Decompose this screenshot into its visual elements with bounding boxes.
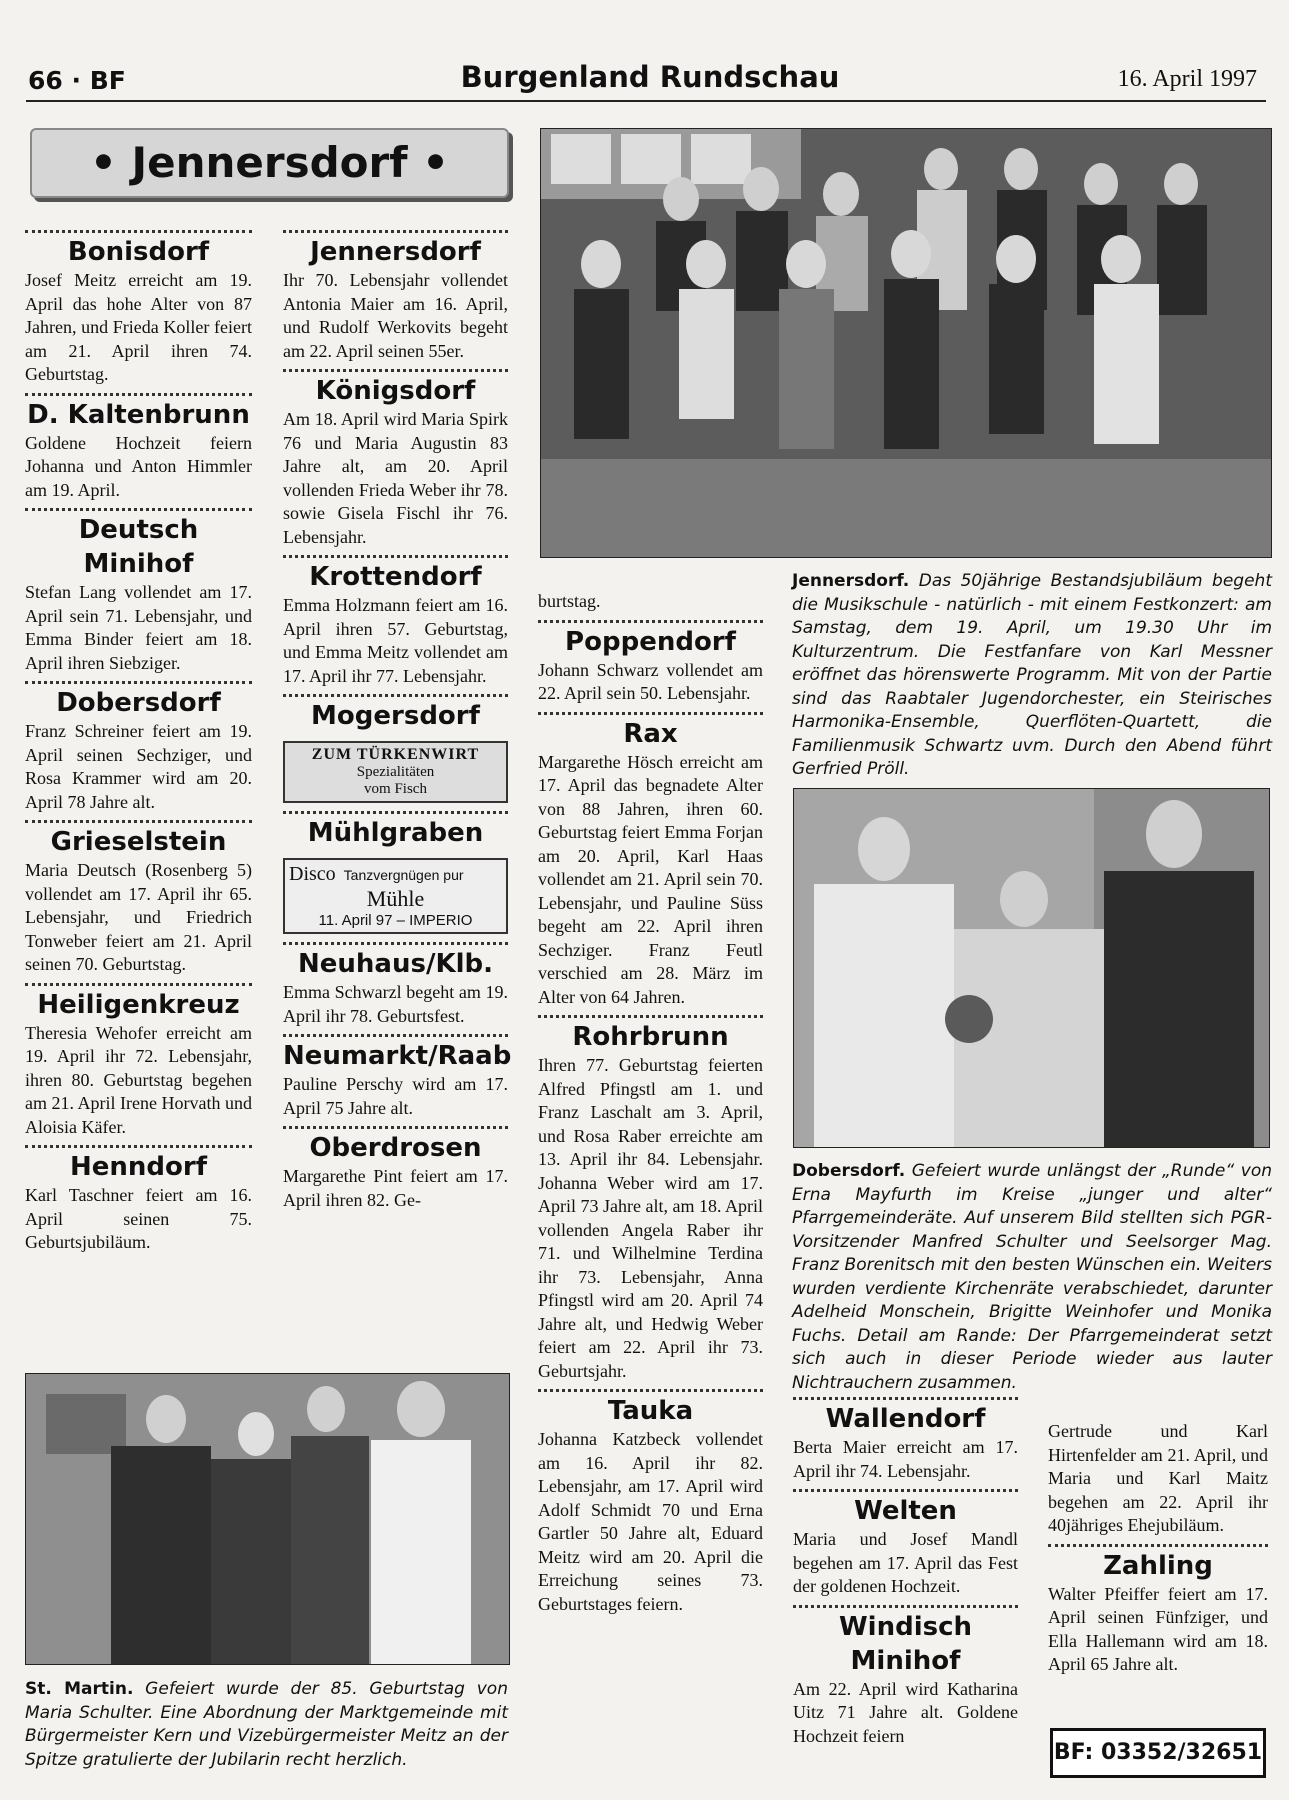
caption-jennersdorf [792,570,1272,782]
locality-heading: Königsdorf [315,376,476,406]
locality-notice: Maria Deutsch (Rosenberg 5) vollendet am 17. April ihr 65. Lebensjahr, und Friedrich Tonweber feiert am 21. April seinen 70. Geburtstag. [25,860,252,974]
locality-notice: Am 22. April wird Katharina Uitz 71 Jahre alt. Goldene Hochzeit feiern [793,1678,1018,1746]
locality-heading: Welten [854,1496,957,1526]
ad-tuerkenwirt-line1: ZUM TÜRKENWIRT [311,746,480,763]
caption-dobersdorf [792,1160,1272,1395]
locality-notice: Margarethe Hösch erreicht am 17. April das begnadete Alter von 88 Jahren, ihren 60. Geburtstag feiert Emma Forjan am 20. April, Karl Haas vollendet am 21. April sein 70. Lebensjahr, und Pauline Süss begeht am 22. April ihren Sechziger. Franz Feutl verschied am 28. März im Alter von 64 Jahren. [538,751,763,1007]
locality-notice: Maria und Josef Mandl begehen am 17. April das Fest der goldenen Hochzeit. [793,1529,1018,1596]
locality-notice: Theresia Wehofer erreicht am 19. April ihr 72. Lebensjahr, ihren 80. Geburtstag begehen am 21. April Irene Horvath und Aloisia Käfer. [25,1022,252,1137]
ad-tuerkenwirt [283,741,508,803]
issue-date: 16. April 1997 [1117,66,1257,92]
locality-heading: Rax [623,718,678,749]
dotted-divider [25,393,252,396]
dotted-divider [793,1605,1018,1608]
page-number: 66 · BF [28,66,126,95]
locality-notice: Stefan Lang vollendet am 17. April sein 71. Lebensjahr, und Emma Binder feiert am 18. April ihren Siebziger. [25,582,252,673]
contact-phone-box: BF: 03352/32651 [1050,1728,1266,1778]
dotted-divider [283,811,508,814]
locality-notice: Johanna Katzbeck vollendet am 16. April ihr 82. Lebensjahr, am 17. April wird Adolf Schmidt 70 und Erna Gartler 50 Jahre alt, Eduard Meitz wird am 20. April die Erreichung seines 73. Geburtstages feiern. [538,1429,763,1614]
column-3 [538,590,763,1622]
caption-jennersdorf-lead: Jennersdorf. [792,571,910,591]
dotted-divider [25,230,252,233]
dotted-divider [538,712,763,715]
caption-dobersdorf-lead: Dobersdorf. [792,1161,906,1181]
caption-st-martin [25,1678,508,1772]
locality-heading: Tauka [607,1396,694,1426]
ad-disco-line1b: Tanzvergnügen pur [343,867,464,883]
locality-notice: Franz Schreiner feiert am 19. April seinen Sechziger, und Rosa Krammer wird am 20. April 78 Jahre alt. [25,721,252,812]
ad-tuerkenwirt-line3: vom Fisch [364,781,427,797]
locality-notice: Walter Pfeiffer feiert am 17. April seinen Fünfziger, und Ella Hallemann wird am 18. April 65 Jahre alt. [1048,1583,1268,1674]
dotted-divider [25,820,252,823]
locality-heading: Mühlgraben [307,818,484,848]
ad-disco-line2: Mühle [366,886,425,911]
column-1 [25,228,252,1261]
dotted-divider [25,983,252,986]
locality-notice: Johann Schwarz vollendet am 22. April sein 50. Lebensjahr. [538,659,763,703]
locality-heading: Grieselstein [50,827,227,857]
column-5-items [1048,1544,1268,1677]
locality-notice: Josef Meitz erreicht am 19. April das hohe Alter von 87 Jahren, und Frieda Koller feiert am 21. April ihren 74. Geburtstag. [25,270,252,384]
locality-heading: Neuhaus/Klb. [298,949,493,979]
caption-jennersdorf-text: Das 50jährige Bestandsjubiläum begeht die Musikschule - natürlich - mit einem Festkonzert: am Samstag, dem 19. April, um 19.30 Uhr im Kulturzentrum. Die Festfanfare von Karl Messner eröffnet das hörenswerte Programm. Mit von der Partie sind das Raabtaler Jugendorchester, ein Steirisches Harmonika-Ensemble, Querflöten-Quartett, die Familienmusik Schwartz uvm. Durch den Abend führt Gerfried Pröll. [792,571,1272,779]
locality-notice: Pauline Perschy wird am 17. April 75 Jahre alt. [283,1074,508,1118]
locality-notice: Emma Schwarzl begeht am 19. April ihr 78. Geburtsfest. [283,982,508,1026]
group-photo-illustration [541,129,1271,557]
locality-heading: Poppendorf [565,626,736,657]
ad-disco-muehle [283,858,508,934]
photo-st-martin [25,1373,510,1665]
locality-heading: Rohrbrunn [572,1022,729,1052]
dotted-divider [538,620,763,623]
locality-notice: Margarethe Pint feiert am 17. April ihren 82. Ge- [283,1166,508,1210]
locality-heading: Jennersdorf [310,237,481,267]
locality-notice: Ihr 70. Lebensjahr vollendet Antonia Maier am 16. April, und Rudolf Werkovits begeht am 22. April seinen 55er. [283,270,508,361]
newspaper-title: Burgenland Rundschau [460,60,840,94]
dotted-divider [283,369,508,372]
ad-disco-line3: 11. April 97 – IMPERIO [318,912,473,929]
locality-notice: Am 18. April wird Maria Spirk 76 und Maria Augustin 83 Jahre alt, am 20. April vollenden Frieda Weber ihr 78. sowie Gisela Fischl ihr 76. Lebensjahr. [283,409,508,547]
dotted-divider [283,942,508,945]
caption-dobersdorf-text: Gefeiert wurde unlängst der „Runde“ von Erna Mayfurth im Kreise „junger und alter“ Pfarrgemeinderäte. Auf unserem Bild stellten sich PGR-Vorsitzender Manfred Schulter und Seelsorger Mag. Franz Borenitsch mit den besten Wünschen ein. Weiters wurden verdiente Kirchenräte verabschiedet, darunter Adelheid Monschein, Brigitte Weinhofer und Monika Fuchs. Detail am Rande: Der Pfarrgemeinderat setzt sich auch in dieser Periode wieder aus lauter Nichtrauchern zusammen. [792,1161,1272,1393]
caption-st-martin-lead: St. Martin. [25,1679,134,1699]
dotted-divider [793,1489,1018,1492]
ad-tuerkenwirt-line2: Spezialitäten [356,764,435,780]
photo-st-martin-illustration [26,1374,509,1664]
dotted-divider [283,1034,508,1037]
section-banner: • Jennersdorf • [30,128,509,198]
caption-st-martin-text: Gefeiert wurde der 85. Geburtstag von Maria Schulter. Eine Abordnung der Marktgemeinde mit Bürgermeister Kern und Vizebürgermeister Meitz an der Spitze gratulierte der Jubilarin recht herzlich. [25,1679,508,1770]
dotted-divider [538,1015,763,1018]
locality-heading: Bonisdorf [67,237,210,267]
locality-heading: D. Kaltenbrunn [27,399,250,430]
photo-dobersdorf [793,788,1270,1148]
locality-notice: Emma Holzmann feiert am 16. April ihren 57. Geburtstag, und Emma Meitz vollendet am 17. April ihr 77. Lebensjahr. [283,595,508,686]
locality-heading: Zahling [1103,1550,1213,1581]
column-2-items [283,230,512,1212]
dotted-divider [283,694,508,697]
locality-heading: Windisch Minihof [838,1611,973,1676]
locality-heading: Krottendorf [309,562,482,592]
column-5 [1048,1420,1268,1683]
column-1-items [25,230,252,1255]
column-2 [283,228,512,1218]
locality-heading: Dobersdorf [56,688,221,718]
locality-heading: Mogersdorf [311,701,480,731]
photo-dobersdorf-illustration [794,789,1269,1147]
locality-heading: Oberdrosen [309,1133,482,1163]
dotted-divider [283,1126,508,1129]
group-photo-jennersdorf [540,128,1272,558]
locality-notice: Goldene Hochzeit feiern Johanna und Anton Himmler am 19. April. [25,432,252,500]
locality-heading: Neumarkt/Raab [283,1041,512,1071]
dotted-divider [25,1145,252,1148]
dotted-divider [793,1397,1018,1400]
column-3-lead: burtstag. [538,591,601,611]
locality-notice: Karl Taschner feiert am 16. April seinen 75. Geburtsjubiläum. [25,1185,252,1252]
locality-heading: Heiligenkreuz [37,989,240,1020]
column-3-items [538,620,763,1617]
locality-notice: Ihren 77. Geburtstag feierten Alfred Pfingstl am 1. und Franz Laschalt am 3. April, und Rosa Raber erreichte am 13. April ihr 84. Lebensjahr. Johanna Weber wird am 17. April 73 Jahre alt, am 18. April vollenden Angela Raber ihr 71. und Wilhelmine Terdina ihr 73. Lebensjahr, Anna Pfingstl wird am 20. April 74 Jahre alt, und Hedwig Weber feiert am 22. April ihr 73. Geburtsjahr. [538,1055,763,1381]
header-rule [26,100,1266,102]
dotted-divider [25,681,252,684]
locality-heading: Deutsch Minihof [78,515,199,579]
locality-notice: Berta Maier erreicht am 17. April ihr 74. Lebensjahr. [793,1437,1018,1481]
dotted-divider [25,508,252,511]
dotted-divider [538,1389,763,1392]
column-4 [793,1395,1018,1754]
dotted-divider [283,230,508,233]
dotted-divider [283,555,508,558]
column-5-lead: Gertrude und Karl Hirtenfelder am 21. April, und Maria und Karl Maitz begehen am 22. April ihr 40jähriges Ehejubiläum. [1048,1421,1268,1535]
locality-heading: Henndorf [69,1152,208,1182]
ad-disco-line1: Disco [289,863,336,885]
locality-heading: Wallendorf [825,1404,986,1434]
dotted-divider [1048,1544,1268,1547]
column-4-items [793,1397,1018,1748]
